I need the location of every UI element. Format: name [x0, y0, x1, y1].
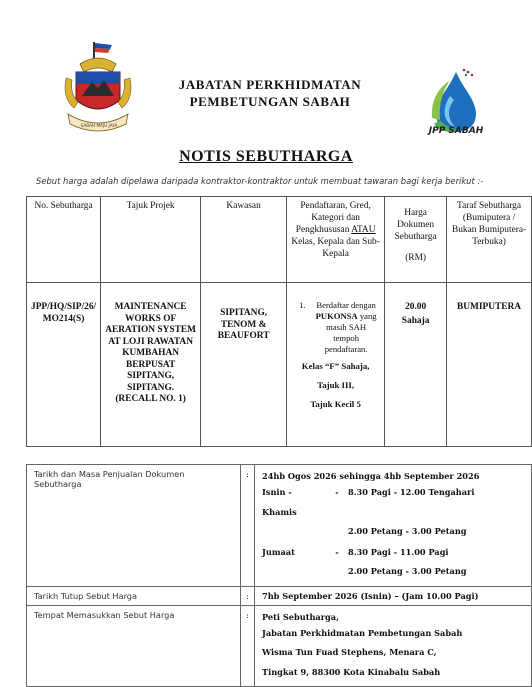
- info-row-close: [27, 586, 532, 605]
- notice-title: NOTIS SEBUTHARGA: [179, 148, 353, 165]
- schedule-dash: -: [335, 546, 339, 557]
- header-status: Taraf Sebutharga (Bumiputera / Bukan Bumiputera- Terbuka): [447, 197, 532, 283]
- sale-value: [255, 465, 532, 587]
- sale-dates: 24hb Ogos 2026 sehingga 4hb September 2026: [262, 471, 480, 481]
- schedule-fri-time-1: 8.30 Pagi - 11.00 Pagi: [348, 546, 449, 557]
- header-registration-a: Pendaftaran, Gred, Kategori dan Pengkhususan: [295, 201, 371, 235]
- place-line-2: Jabatan Perkhidmatan Pembetungan Sabah: [262, 627, 463, 638]
- crest-motto: SABAH MAJU JAYA: [80, 123, 118, 128]
- registration-text-bold: PUKONSA: [315, 311, 358, 321]
- info-row-place: [27, 605, 532, 687]
- schedule-mon-thu-time-2: 2.00 Petang - 3.00 Petang: [348, 526, 467, 536]
- price-note: Sahaja: [401, 315, 430, 326]
- schedule-fri-label: Jumaat: [262, 546, 295, 557]
- header-registration-b: Kelas, Kepala dan Sub-Kepala: [291, 237, 380, 259]
- intro-text: Sebut harga adalah dipelawa daripada kontraktor-kontraktor untuk membuat tawaran bagi kerja berikut :-: [36, 176, 484, 186]
- cell-tender-no: JPP/HQ/SIP/26/ MO214(S): [27, 283, 101, 447]
- info-row-sale: [27, 465, 532, 587]
- cell-price: [385, 283, 447, 447]
- header-registration-underline: ATAU: [351, 225, 376, 235]
- class-line-2: Tajuk III,: [317, 380, 355, 390]
- schedule-mon-thu-2: [262, 522, 524, 542]
- schedule-mon-thu-time-1: 8.30 Pagi - 12.00 Tengahari: [348, 487, 475, 497]
- tender-table: [26, 196, 532, 447]
- header-price: [385, 197, 447, 283]
- place-line-4: Tingkat 9, 88300 Kota Kinabalu Sabah: [262, 666, 441, 677]
- registration-text-b: yang masih SAH tempoh pendaftaran.: [324, 311, 377, 354]
- schedule-dash: -: [335, 487, 339, 497]
- schedule-mon-thu-label: Isnin - Khamis: [262, 487, 297, 517]
- table-header-row: [27, 197, 532, 283]
- schedule-fri-1: [262, 543, 524, 563]
- cell-project-title: MAINTENANCE WORKS OF AERATION SYSTEM AT LOJI RAWATAN KUMBAHAN BERPUSAT SIPITANG, SIPITANG. (RECALL NO. 1): [101, 283, 201, 447]
- place-colon: :: [241, 605, 255, 687]
- table-row: [27, 283, 532, 447]
- department-title: [150, 76, 390, 110]
- class-line-3: Tajuk Kecil 5: [310, 399, 361, 409]
- department-title-line1: JABATAN PERKHIDMATAN: [178, 77, 362, 92]
- registration-item-number: 1.: [299, 300, 306, 310]
- header-area: Kawasan: [201, 197, 287, 283]
- cell-registration: [287, 283, 385, 447]
- close-label: Tarikh Tutup Sebut Harga: [27, 586, 241, 605]
- schedule-mon-thu-1: [262, 483, 524, 522]
- close-value: 7hb September 2026 (Isnin) – (Jam 10.00 Pagi): [255, 586, 532, 605]
- sabah-crest-logo: [62, 42, 134, 134]
- jpp-sabah-logo-text: JPP SABAH: [428, 126, 484, 136]
- header-project: Tajuk Projek: [101, 197, 201, 283]
- header-no: No. Sebutharga: [27, 197, 101, 283]
- sale-colon: :: [241, 465, 255, 587]
- sale-label: Tarikh dan Masa Penjualan Dokumen Sebutharga: [27, 465, 241, 587]
- price-value: 20.00: [405, 302, 427, 312]
- class-line-1: Kelas “F” Sahaja,: [301, 361, 370, 371]
- department-title-line2: PEMBETUNGAN SABAH: [189, 94, 351, 109]
- place-label: Tempat Memasukkan Sebut Harga: [27, 605, 241, 687]
- place-value: [255, 605, 532, 687]
- header-price-label: Harga Dokumen Sebutharga: [394, 208, 437, 242]
- registration-text-a: Berdaftar dengan: [316, 300, 376, 310]
- registration-item-text: [313, 300, 379, 355]
- header-registration: [287, 197, 385, 283]
- cell-area: SIPITANG, TENOM & BEAUFORT: [201, 283, 287, 447]
- cell-status: BUMIPUTERA: [447, 283, 532, 447]
- registration-item: [291, 300, 380, 355]
- close-colon: :: [241, 586, 255, 605]
- schedule-fri-2: [262, 562, 524, 582]
- tender-info-table: [26, 464, 532, 687]
- header-price-unit: (RM): [405, 253, 427, 263]
- place-line-3: Wisma Tun Fuad Stephens, Menara C,: [262, 647, 437, 657]
- schedule-fri-time-2: 2.00 Petang - 3.00 Petang: [348, 566, 467, 576]
- place-line-1: Peti Sebutharga,: [262, 611, 339, 622]
